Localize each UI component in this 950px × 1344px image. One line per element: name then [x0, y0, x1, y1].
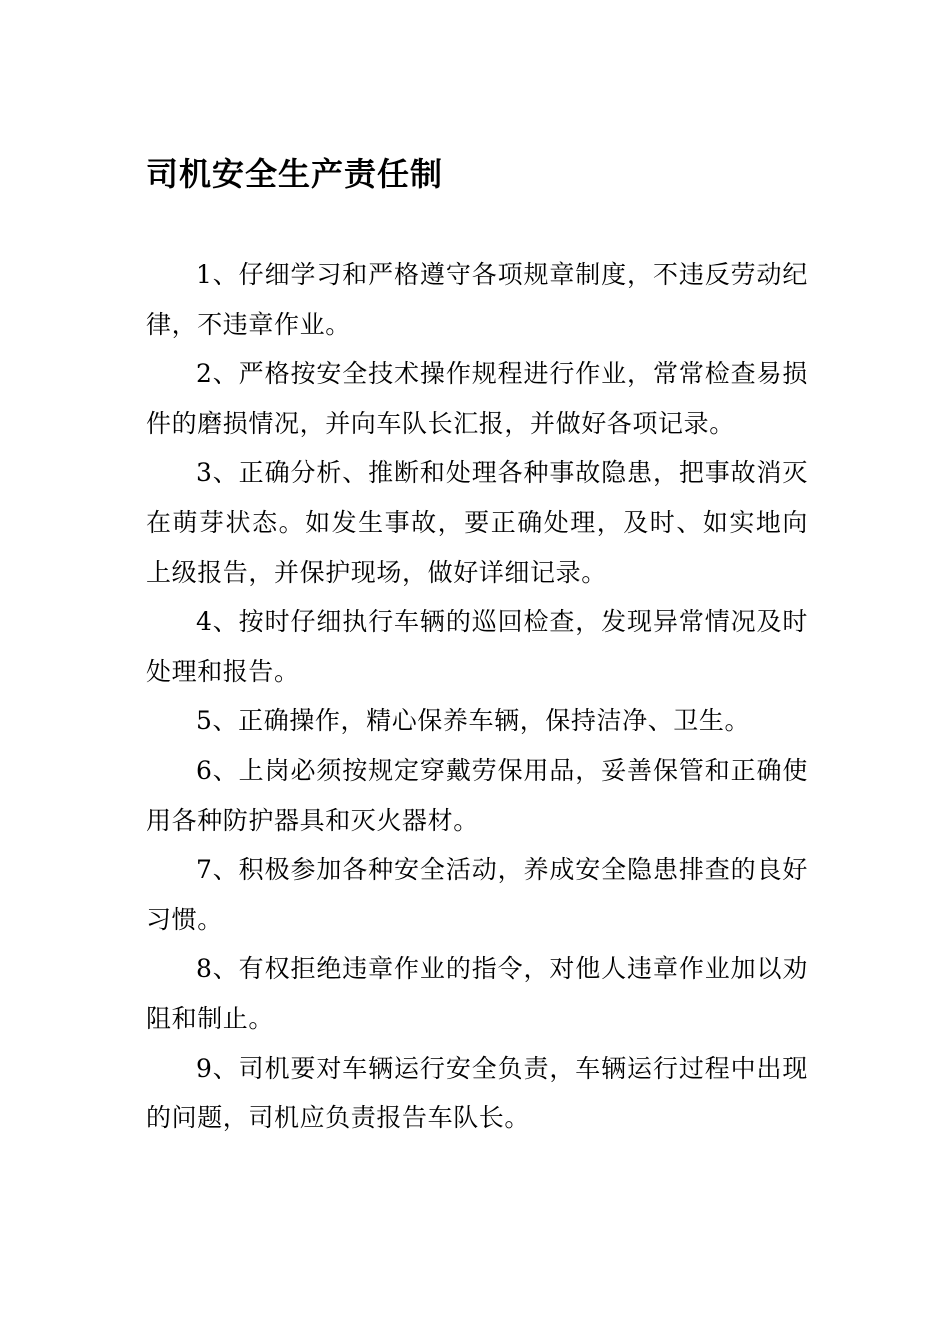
clause-item: 5、正确操作，精心保养车辆，保持洁净、卫生。 [196, 706, 751, 736]
clause-item: 9、司机要对车辆运行安全负责，车辆运行过程中出现的问题，司机应负责报告车队长。 [146, 1053, 808, 1133]
clause-item: 3、正确分析、推断和处理各种事故隐患，把事故消灭在萌芽状态。如发生事故，要正确处理，及时、如实地向上级报告，并保护现场，做好详细记录。 [146, 458, 808, 587]
clause-item: 1、仔细学习和严格遵守各项规章制度，不违反劳动纪律，不违章作业。 [146, 260, 808, 339]
clause-item: 8、有权拒绝违章作业的指令，对他人违章作业加以劝阻和制止。 [146, 954, 808, 1033]
clause-item: 7、积极参加各种安全活动，养成安全隐患排查的良好习惯。 [146, 855, 808, 934]
clause-item: 6、上岗必须按规定穿戴劳保用品，妥善保管和正确使用各种防护器具和灭火器材。 [146, 755, 808, 835]
clause-item: 2、严格按安全技术操作规程进行作业，常常检查易损件的磨损情况，并向车队长汇报，并做好各项记录。 [146, 359, 808, 438]
document-title: 司机安全生产责任制 [146, 155, 444, 193]
clause-item: 4、按时仔细执行车辆的巡回检查，发现异常情况及时处理和报告。 [146, 607, 808, 686]
clause-list [146, 250, 808, 1143]
